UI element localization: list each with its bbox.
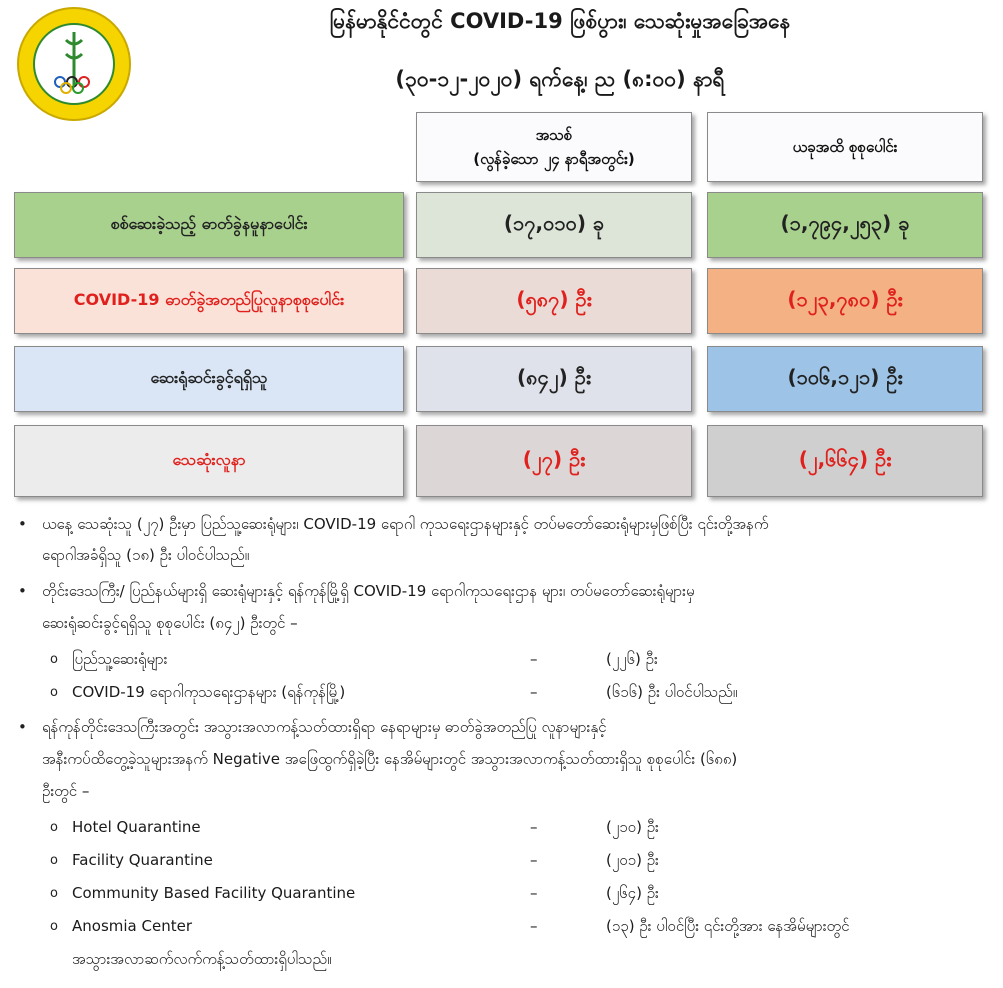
note1-line2: ရောဂါအခံရှိသူ (၁၈) ဦး ပါဝင်ပါသည်။ xyxy=(42,546,250,564)
row-confirmed-total: (၁၂၃,၇၈၀) ဦး xyxy=(707,268,983,334)
circle-2: o xyxy=(50,685,58,700)
note3-item3-value: (၂၆၄) ဦး xyxy=(606,884,659,902)
circle-6: o xyxy=(50,919,58,934)
row-tests-new: (၁၇,၀၁၀) ခု xyxy=(416,192,692,258)
row-deaths-label: သေဆုံးလူနာ xyxy=(14,425,404,497)
note3-item3-label: Community Based Facility Quarantine xyxy=(72,884,356,902)
note3-line1: ရန်ကုန်တိုင်းဒေသကြီးအတွင်း အသွားအလာကန့်သတ်ထားရှိရာ နေရာများမှ ဓာတ်ခွဲအတည်ပြု လူနာများနှင့် xyxy=(42,718,607,736)
note3-item4-value: (၁၃) ဦး ပါဝင်ပြီး ၎င်းတို့အား နေအိမ်များတွင် xyxy=(606,917,850,935)
bullet-2: • xyxy=(18,582,27,600)
header-new-title: အသစ် xyxy=(535,126,573,144)
row-discharged-new: (၈၄၂) ဦး xyxy=(416,346,692,412)
note2-item2-dash: – xyxy=(530,683,538,701)
circle-5: o xyxy=(50,886,58,901)
note2-item1-value: (၂၂၆) ဦး xyxy=(606,650,658,668)
note3-line2: အနီးကပ်ထိတွေ့ခဲ့သူများအနက် Negative အဖြေထွက်ရှိခဲ့ပြီး နေအိမ်များတွင် အသွားအလာကန့်သတ်ထားရှိသူ စုစုပေါင်း (၆၈၈) xyxy=(42,750,738,768)
note3-item2-dash: – xyxy=(530,851,538,869)
row-tests-total: (၁,၇၉၄,၂၅၃) ခု xyxy=(707,192,983,258)
row-confirmed-new: (၅၈၇) ဦး xyxy=(416,268,692,334)
row-discharged-label: ဆေးရုံဆင်းခွင့်ရရှိသူ xyxy=(14,346,404,412)
note3-item1-value: (၂၁၀) ဦး xyxy=(606,818,659,836)
note3-item2-label: Facility Quarantine xyxy=(72,851,213,869)
note3-item1-label: Hotel Quarantine xyxy=(72,818,201,836)
page-title: မြန်မာနိုင်ငံတွင် COVID-19 ဖြစ်ပွား၊ သေဆုံးမှုအခြေအနေ xyxy=(329,9,791,33)
ministry-logo xyxy=(14,4,134,124)
header-total-title: ယခုအထိ စုစုပေါင်း xyxy=(792,138,898,156)
note3-item1-dash: – xyxy=(530,818,538,836)
note3-item4-dash: – xyxy=(530,917,538,935)
row-discharged-total: (၁၀၆,၁၂၁) ဦး xyxy=(707,346,983,412)
row-tests-label: စစ်ဆေးခဲ့သည့် ဓာတ်ခွဲနမူနာပေါင်း xyxy=(14,192,404,258)
circle-4: o xyxy=(50,853,58,868)
circle-3: o xyxy=(50,820,58,835)
row-deaths-total: (၂,၆၆၄) ဦး xyxy=(707,425,983,497)
note2-item1-label: ပြည်သူ့ဆေးရုံများ xyxy=(72,650,168,668)
header-new-subtitle: (လွန်ခဲ့သော ၂၄ နာရီအတွင်း) xyxy=(473,150,635,168)
note3-item4-label: Anosmia Center xyxy=(72,917,192,935)
page-date: (၃၀-၁၂-၂၀၂၀) ရက်နေ့၊ ည (၈:၀၀) နာရီ xyxy=(395,67,725,91)
bullet-1: • xyxy=(18,515,27,533)
note2-line2: ဆေးရုံဆင်းခွင့်ရရှိသူ စုစုပေါင်း (၈၄၂) ဦးတွင် – xyxy=(42,614,298,632)
note2-item1-dash: – xyxy=(530,650,538,668)
header-new xyxy=(416,112,692,182)
circle-1: o xyxy=(50,652,58,667)
note3-item3-dash: – xyxy=(530,884,538,902)
bullet-3: • xyxy=(18,718,27,736)
note2-line1: တိုင်းဒေသကြီး/ ပြည်နယ်များရှိ ဆေးရုံများနှင့် ရန်ကုန်မြို့ရှိ COVID-19 ရောဂါကုသရေးဌာန များ၊ တပ်မတော်ဆေးရုံများမှ xyxy=(42,582,695,600)
note2-item2-value: (၆၁၆) ဦး ပါဝင်ပါသည်။ xyxy=(606,683,738,701)
note3-tail: အသွားအလာဆက်လက်ကန့်သတ်ထားရှိပါသည်။ xyxy=(72,950,332,968)
note3-item2-value: (၂၀၁) ဦး xyxy=(606,851,659,869)
row-confirmed-label: COVID-19 ဓာတ်ခွဲအတည်ပြုလူနာစုစုပေါင်း xyxy=(14,268,404,334)
row-deaths-new: (၂၇) ဦး xyxy=(416,425,692,497)
header-total xyxy=(707,112,983,182)
note1-line1: ယနေ့ သေဆုံးသူ (၂၇) ဦးမှာ ပြည်သူ့ဆေးရုံများ၊ COVID-19 ရောဂါ ကုသရေးဌာနများနှင့် တပ်မတော်ဆေးရုံများမှဖြစ်ပြီး ၎င်းတို့အနက် xyxy=(42,515,769,533)
note3-line3: ဦးတွင် – xyxy=(42,782,90,800)
note2-item2-label: COVID-19 ရောဂါကုသရေးဌာနများ (ရန်ကုန်မြို့) xyxy=(72,683,346,701)
